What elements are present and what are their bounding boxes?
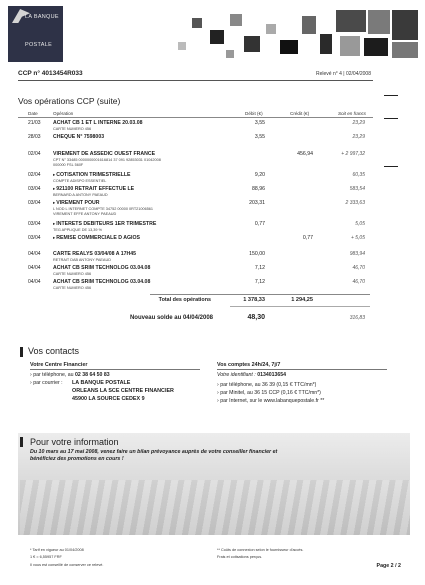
table-header-rule	[18, 117, 373, 118]
page-number: Page 2 / 2	[376, 563, 401, 569]
contacts-left-rule	[30, 369, 200, 370]
info-panel-texture	[20, 480, 410, 535]
col-header-francs: Soit en francs	[338, 111, 367, 116]
arrow-right-icon: ›	[30, 380, 32, 386]
mail-line-3: 45900 LA SOURCE CEDEX 9	[72, 396, 145, 402]
contacts-right-rule	[217, 369, 387, 370]
arrow-right-icon: ▸	[53, 221, 56, 226]
service-line-phone: › par téléphone, au 36 39 (0,15 € TTC/mn*)	[217, 382, 317, 388]
footer-note-5: Frais et cotisations perçus.	[217, 555, 263, 559]
section-marker	[20, 347, 23, 357]
totals-rule	[150, 294, 370, 295]
info-title: Pour votre information	[30, 437, 119, 447]
header-decoration	[170, 10, 420, 65]
total-label: Total des opérations	[158, 297, 211, 303]
header-rule	[18, 80, 373, 81]
col-header-operation: Opération	[53, 111, 74, 116]
mail-line-2: ORLEANS LA SCE CENTRE FINANCIER	[72, 388, 174, 394]
margin-mark	[384, 166, 398, 167]
info-text: Du 10 mars au 17 mai 2008, venez faire un bilan prévoyance auprès de votre conseiller financier et bénéficiez des promotions en cours !	[30, 449, 278, 463]
balance-francs: 316,83	[349, 315, 365, 321]
footer-note-1: * Tarif en vigueur au 01/04/2008	[30, 548, 84, 552]
financial-center-title: Votre Centre Financier	[30, 362, 88, 368]
footer-note-4: ** Coûts de connexion selon le fournisseur d'accès.	[217, 548, 304, 552]
statement-number: Relevé n° 4 | 02/04/2008	[315, 71, 371, 77]
balance-rule	[230, 306, 370, 307]
contacts-title: Vos contacts	[28, 346, 80, 356]
identifier-value: 0134013654	[257, 372, 287, 378]
arrow-right-icon: ▸	[53, 235, 56, 240]
footer-note-2: 1 € = 6,55957 FRF	[30, 555, 62, 559]
bank-name-line2: POSTALE	[25, 42, 53, 48]
service-line-internet[interactable]: › par Internet, sur le www.labanquepostale.fr **	[217, 398, 325, 404]
arrow-right-icon: ▸	[53, 172, 56, 177]
margin-mark	[384, 118, 398, 119]
mail-label-line: › par courrier :	[30, 380, 63, 386]
footer-note-3: Il vous est conseillé de conserver ce relevé.	[30, 563, 104, 567]
col-header-debit: Débit (€)	[245, 111, 263, 116]
balance-label: Nouveau solde au 04/04/2008	[129, 315, 213, 321]
arrow-right-icon: ›	[30, 372, 32, 378]
operations-title: Vos opérations CCP (suite)	[18, 96, 121, 106]
arrow-right-icon: ›	[217, 398, 219, 404]
service-line-minitel: › par Minitel, au 36 15 CCP (0,16 € TTC/mn*)	[217, 390, 321, 396]
col-header-date: Date	[28, 111, 38, 116]
arrow-right-icon: ▸	[53, 200, 56, 205]
phone-number: 02 38 64 50 83	[75, 372, 110, 378]
account-number: CCP n° 4013454R033	[18, 70, 83, 77]
identifier-line: Votre identifiant : 0134013654	[217, 372, 287, 378]
arrow-right-icon: ›	[217, 390, 219, 396]
col-header-credit: Crédit (€)	[290, 111, 310, 116]
margin-mark	[384, 95, 398, 96]
balance-debit: 48,30	[247, 314, 265, 321]
section-marker	[20, 437, 23, 447]
arrow-right-icon: ▸	[53, 186, 56, 191]
arrow-right-icon: ›	[217, 382, 219, 388]
total-credit: 1 294,25	[291, 297, 313, 303]
phone-line: › par téléphone, au 02 38 64 50 83	[30, 372, 110, 378]
mail-line-1: LA BANQUE POSTALE	[72, 380, 131, 386]
accounts-24h-title: Vos comptes 24h/24, 7j/7	[217, 362, 281, 368]
bank-name-line1: LA BANQUE	[25, 14, 59, 20]
total-debit: 1 378,33	[243, 297, 265, 303]
